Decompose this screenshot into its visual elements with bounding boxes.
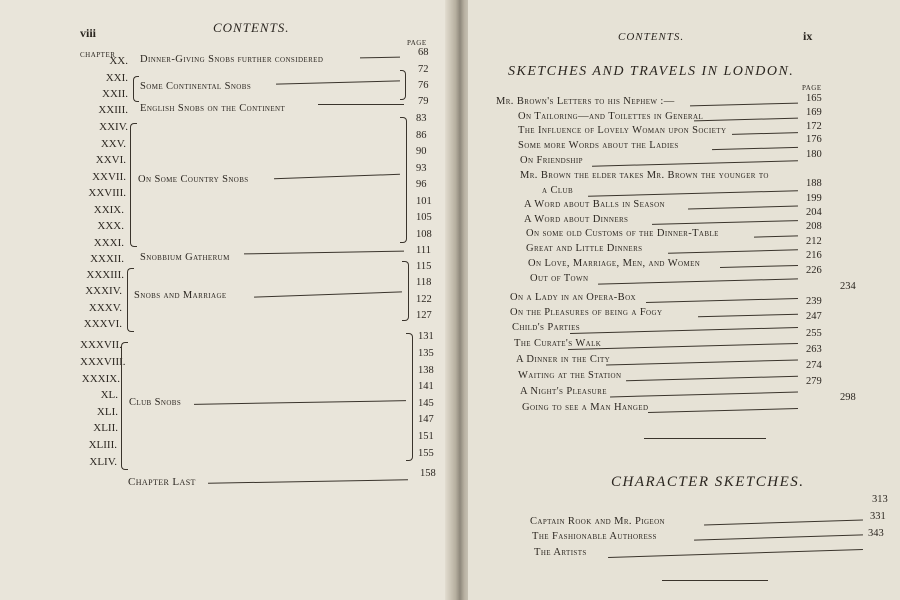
sketch-title: The Curate's Walk <box>514 338 602 349</box>
chapter-number: XXXIV. <box>85 285 122 297</box>
chapter-page-number: 138 <box>418 365 434 376</box>
sketch-title: A Word about Balls in Season <box>524 199 666 210</box>
sketch-page-number: 263 <box>806 344 822 355</box>
chapter-number: XXX. <box>97 220 124 232</box>
chapter-number: XXVI. <box>95 154 126 166</box>
page-column-label-right: PAGE <box>802 84 822 92</box>
sketch-page-number: 234 <box>840 281 856 292</box>
chapter-page-number: 105 <box>416 212 432 223</box>
group-title-country: On Some Country Snobs <box>138 174 249 185</box>
character-sketch-title: The Fashionable Authoress <box>532 531 657 542</box>
sketch-title: On Tailoring—and Toilettes in General <box>518 111 704 122</box>
sketch-title: Waiting at the Station <box>518 370 622 381</box>
leader-line <box>194 400 406 405</box>
leader-line <box>360 57 400 59</box>
leader-line <box>592 160 798 166</box>
chapter-number: XXIV. <box>99 121 128 133</box>
sketch-page-number: 188 <box>806 178 822 189</box>
chapter-page-number: 111 <box>416 245 431 256</box>
leader-line <box>712 147 798 150</box>
leader-line <box>568 343 798 350</box>
chapter-page-number: 151 <box>418 431 434 442</box>
chapter-number: XLII. <box>93 422 118 434</box>
chapter-page-number: 86 <box>416 130 427 141</box>
sketch-title: A Night's Pleasure <box>520 386 607 397</box>
character-sketch-title: The Artists <box>534 547 587 558</box>
leader-line <box>244 251 404 255</box>
sketch-page-number: 180 <box>806 149 822 160</box>
sketch-page-number: 199 <box>806 193 822 204</box>
leader-line <box>274 174 400 179</box>
leader-line <box>732 132 798 135</box>
sketch-title: On a Lady in an Opera-Box <box>510 292 636 303</box>
left-page-header: CONTENTS. <box>213 20 290 35</box>
chapter-number: XX. <box>109 55 128 67</box>
chapter-number: XXXIII. <box>86 269 124 281</box>
chapter-page-number: 101 <box>416 196 432 207</box>
leader-line <box>754 235 798 237</box>
group-title-continental: Some Continental Snobs <box>140 81 252 92</box>
sketch-title: A Word about Dinners <box>524 214 629 225</box>
leader-line <box>570 327 798 334</box>
page-number-right: ix <box>803 29 813 43</box>
leader-line <box>626 376 798 382</box>
sketch-page-number: 216 <box>806 250 822 261</box>
chapter-number: XXXV. <box>88 302 122 314</box>
chapter-number: XXIX. <box>93 204 124 216</box>
leader-line <box>690 103 798 107</box>
chapter-page-number: 96 <box>416 179 427 190</box>
chapter-page-number: 118 <box>416 277 432 288</box>
sketch-title: The Influence of Lovely Woman upon Society <box>518 125 727 136</box>
sketch-title: Mr. Brown the elder takes Mr. Brown the younger to <box>520 170 769 181</box>
sketch-page-number: 208 <box>806 221 822 232</box>
chapter-page-number: 83 <box>416 113 427 124</box>
sketch-title: Some more Words about the Ladies <box>518 140 679 151</box>
chapter-page-number: 115 <box>416 261 432 272</box>
group-title-club: Club Snobs <box>129 397 182 408</box>
right-page <box>468 0 900 600</box>
page-column-label-left: PAGE <box>407 39 427 47</box>
section-divider <box>644 438 766 439</box>
sketch-title: On Friendship <box>520 155 583 166</box>
chapter-number: XXII. <box>102 88 128 100</box>
chapter-last-title: Chapter Last <box>128 476 196 488</box>
chapter-number: XLIV. <box>89 456 117 468</box>
character-sketch-title: Captain Rook and Mr. Pigeon <box>530 516 665 527</box>
group-title-marriage: Snobs and Marriage <box>134 290 227 301</box>
sketch-title: a Club <box>542 185 574 196</box>
chapter-page-number: 79 <box>418 96 429 107</box>
chapter-page-number: 93 <box>416 163 427 174</box>
leader-line <box>688 206 798 210</box>
chapter-number: XXXVIII. <box>80 356 126 368</box>
chapter-number: XLI. <box>96 406 118 418</box>
leader-line <box>276 80 400 84</box>
chapter-page-number: 127 <box>416 310 432 321</box>
chapter-number: XXI. <box>105 72 128 84</box>
chapter-number: XL. <box>100 389 118 401</box>
chapter-page-number: 155 <box>418 448 434 459</box>
chapter-page-number: 90 <box>416 146 427 157</box>
sketch-page-number: 176 <box>806 134 822 145</box>
leader-line <box>646 298 798 303</box>
sketch-title: Out of Town <box>530 273 589 284</box>
leader-line <box>694 118 798 122</box>
chapter-page-number: 68 <box>418 47 429 58</box>
sketch-title: Great and Little Dinners <box>526 243 643 254</box>
chapter-number: XXXIX. <box>81 373 120 385</box>
page-number-left: viii <box>80 26 97 40</box>
right-brace-marriage <box>402 261 409 321</box>
leader-line <box>606 359 798 365</box>
chapter-number: XXXVII. <box>80 339 122 351</box>
left-brace-club <box>121 342 128 470</box>
chapter-title: English Snobs on the Continent <box>140 103 286 114</box>
chapter-number: XXVII. <box>92 171 126 183</box>
leader-line <box>208 479 408 483</box>
sketch-title: A Dinner in the City <box>516 354 611 365</box>
chapter-page-number: 135 <box>418 348 434 359</box>
right-brace-club <box>406 333 413 461</box>
sketch-page-number: 247 <box>806 311 822 322</box>
leader-line <box>610 392 798 398</box>
sketch-page-number: 239 <box>806 296 822 307</box>
chapter-number: XXVIII. <box>88 187 126 199</box>
leader-line <box>254 291 402 297</box>
sketch-page-number: 169 <box>806 107 822 118</box>
leader-line <box>588 190 798 196</box>
sketch-page-number: 204 <box>806 207 822 218</box>
chapter-page-number: 147 <box>418 414 434 425</box>
section-divider <box>662 580 768 581</box>
sketch-page-number: 298 <box>840 392 856 403</box>
sketch-page-number: 172 <box>806 121 822 132</box>
sketch-page-number: 212 <box>806 236 822 247</box>
left-brace-continental <box>133 76 139 102</box>
leader-line <box>648 408 798 413</box>
leader-line <box>608 549 863 558</box>
leader-line <box>652 220 798 225</box>
left-brace-marriage <box>127 268 134 332</box>
chapter-number: XXXI. <box>93 237 124 249</box>
sketch-title: Mr. Brown's Letters to his Nephew :— <box>496 96 675 107</box>
chapter-page-number: 108 <box>416 229 432 240</box>
chapter-number: XLIII. <box>88 439 117 451</box>
character-sketch-page-number: 343 <box>868 528 884 539</box>
sketch-page-number: 255 <box>806 328 822 339</box>
sketch-title: On Love, Marriage, Men, and Women <box>528 258 701 269</box>
leader-line <box>668 249 798 253</box>
chapter-page-number: 131 <box>418 331 434 342</box>
chapter-column-label: CHAPTER <box>80 51 116 59</box>
sketch-page-number: 226 <box>806 265 822 276</box>
sketch-title: Going to see a Man Hanged <box>522 402 649 413</box>
right-page-header: CONTENTS. <box>618 31 685 43</box>
sketch-title: On some old Customs of the Dinner-Table <box>526 228 719 239</box>
chapter-page-number: 141 <box>418 381 434 392</box>
right-brace-country <box>400 117 407 243</box>
leader-line <box>318 104 404 105</box>
sketch-page-number: 279 <box>806 376 822 387</box>
character-sketch-page-number: 313 <box>872 494 888 505</box>
sketch-title: On the Pleasures of being a Fogy <box>510 307 663 318</box>
chapter-page-number: 76 <box>418 80 429 91</box>
sketch-page-number: 165 <box>806 93 822 104</box>
leader-line <box>704 520 863 526</box>
chapter-number: XXXII. <box>90 253 124 265</box>
chapter-page-number: 122 <box>416 294 432 305</box>
leader-line <box>598 278 798 284</box>
leader-line <box>694 534 863 540</box>
chapter-title: Snobbium Gatherum <box>140 252 230 263</box>
chapter-number: XXXVI. <box>83 318 122 330</box>
left-brace-country <box>130 123 137 247</box>
section-title-london: SKETCHES AND TRAVELS IN LONDON. <box>508 64 795 79</box>
chapter-number: XXV. <box>100 138 126 150</box>
chapter-title: Dinner-Giving Snobs further considered <box>140 54 324 65</box>
section-title-character: CHARACTER SKETCHES. <box>611 474 805 490</box>
sketch-page-number: 274 <box>806 360 822 371</box>
leader-line <box>720 265 798 268</box>
character-sketch-page-number: 331 <box>870 511 886 522</box>
chapter-page-number: 72 <box>418 64 429 75</box>
chapter-page-number: 145 <box>418 398 434 409</box>
right-brace-continental <box>400 70 406 100</box>
leader-line <box>698 314 798 318</box>
chapter-last-page: 158 <box>420 468 436 479</box>
chapter-number: XXIII. <box>98 104 128 116</box>
sketch-title: Child's Parties <box>512 322 581 333</box>
